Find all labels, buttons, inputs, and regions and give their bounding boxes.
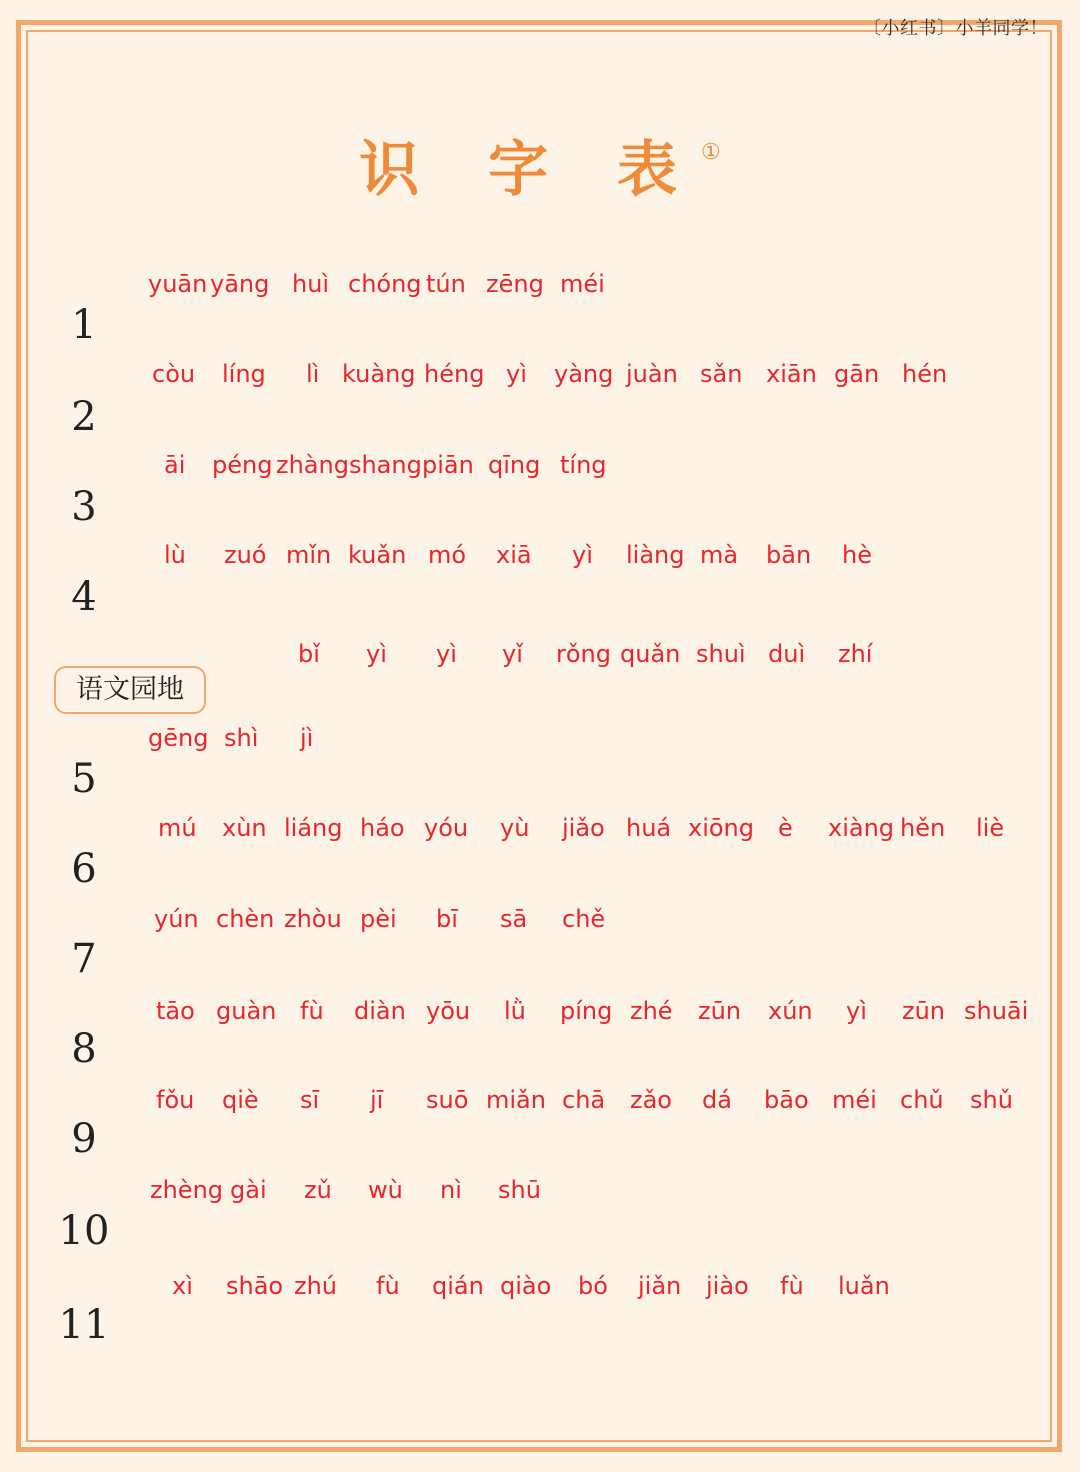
pinyin-syllable: yì — [506, 360, 527, 388]
pinyin-syllable: juàn — [626, 360, 678, 388]
pinyin-syllable: yóu — [424, 814, 469, 842]
pinyin-syllable: luǎn — [838, 1272, 890, 1300]
lesson-number: 5 — [71, 756, 97, 802]
pinyin-syllable: fǒu — [156, 1086, 195, 1114]
pinyin-syllable: gān — [834, 360, 880, 388]
pinyin-syllable: liàng — [626, 541, 685, 569]
pinyin-syllable: yǐ — [502, 640, 523, 668]
pinyin-syllable: chā — [562, 1086, 606, 1114]
pinyin-syllable: yì — [436, 640, 457, 668]
pinyin-syllable: bī — [436, 905, 458, 933]
pinyin-syllable: jiǎn — [638, 1272, 682, 1300]
pinyin-syllable: bó — [578, 1272, 608, 1300]
pinyin-syllable: quǎn — [620, 640, 681, 668]
lesson-number: 6 — [71, 846, 97, 892]
pinyin-syllable: zēng — [486, 270, 544, 298]
pinyin-syllable: yì — [846, 997, 867, 1025]
lesson-number: 7 — [71, 936, 97, 982]
pinyin-syllable: tíng — [560, 451, 607, 479]
pinyin-syllable: yāng — [210, 270, 270, 298]
pinyin-syllable: miǎn — [486, 1086, 546, 1114]
pinyin-syllable: zhé — [630, 997, 673, 1025]
pinyin-syllable: zhí — [838, 640, 873, 668]
pinyin-syllable: wù — [368, 1176, 403, 1204]
pinyin-syllable: hè — [842, 541, 872, 569]
pinyin-syllable: sā — [500, 905, 528, 933]
pinyin-syllable: gài — [230, 1176, 267, 1204]
pinyin-syllable: xiā — [496, 541, 532, 569]
pinyin-syllable: méi — [832, 1086, 877, 1114]
pinyin-syllable: bān — [766, 541, 812, 569]
pinyin-syllable: chèn — [216, 905, 275, 933]
pinyin-syllable: bǐ — [298, 640, 320, 668]
pinyin-syllable: yuān — [148, 270, 208, 298]
lesson-number: 1 — [71, 302, 97, 348]
pinyin-syllable: piān — [422, 451, 474, 479]
pinyin-syllable: pèi — [360, 905, 397, 933]
pinyin-syllable: shǔ — [970, 1086, 1013, 1114]
pinyin-syllable: mǐn — [286, 541, 332, 569]
pinyin-syllable: diàn — [354, 997, 406, 1025]
pinyin-syllable: zūn — [902, 997, 946, 1025]
pinyin-syllable: háo — [360, 814, 405, 842]
pinyin-syllable: chǔ — [900, 1086, 944, 1114]
pinyin-syllable: zǎo — [630, 1086, 672, 1114]
pinyin-syllable: méi — [560, 270, 605, 298]
lesson-number: 3 — [71, 484, 97, 530]
pinyin-syllable: mú — [158, 814, 197, 842]
pinyin-syllable: xì — [172, 1272, 193, 1300]
pinyin-syllable: xùn — [222, 814, 267, 842]
pinyin-syllable: qiào — [500, 1272, 552, 1300]
pinyin-syllable: héng — [424, 360, 485, 388]
pinyin-syllable: nì — [440, 1176, 462, 1204]
pinyin-syllable: zūn — [698, 997, 742, 1025]
pinyin-syllable: mó — [428, 541, 467, 569]
pinyin-syllable: yōu — [426, 997, 471, 1025]
pinyin-syllable: jī — [370, 1086, 384, 1114]
pinyin-syllable: āi — [164, 451, 186, 479]
pinyin-syllable: lì — [306, 360, 320, 388]
pinyin-syllable: huì — [292, 270, 330, 298]
pinyin-syllable: zǔ — [304, 1176, 332, 1204]
pinyin-syllable: sī — [300, 1086, 320, 1114]
pinyin-syllable: qiè — [222, 1086, 259, 1114]
pinyin-syllable: shì — [224, 724, 259, 752]
pinyin-syllable: fù — [300, 997, 324, 1025]
pinyin-syllable: shuāi — [964, 997, 1029, 1025]
lesson-number: 8 — [71, 1026, 97, 1072]
pinyin-syllable: xiōng — [688, 814, 754, 842]
pinyin-syllable: bāo — [764, 1086, 809, 1114]
pinyin-syllable: qīng — [488, 451, 541, 479]
watermark: 〔小红书〕小羊同学！ — [863, 18, 1048, 39]
pinyin-syllable: xiàng — [828, 814, 895, 842]
yuwen-garden-label: 语文园地 — [54, 666, 206, 714]
pinyin-syllable: chóng — [348, 270, 422, 298]
pinyin-syllable: lù — [164, 541, 186, 569]
pinyin-syllable: è — [778, 814, 793, 842]
pinyin-syllable: liáng — [284, 814, 343, 842]
pinyin-syllable: tún — [426, 270, 466, 298]
pinyin-syllable: kuàng — [342, 360, 416, 388]
pinyin-syllable: fù — [376, 1272, 400, 1300]
pinyin-syllable: sǎn — [700, 360, 743, 388]
pinyin-syllable: yàng — [554, 360, 614, 388]
pinyin-syllable: kuǎn — [348, 541, 407, 569]
lesson-number: 11 — [58, 1302, 110, 1348]
pinyin-syllable: píng — [560, 997, 613, 1025]
pinyin-syllable: hén — [902, 360, 948, 388]
pinyin-syllable: zhèng — [150, 1176, 224, 1204]
lesson-number: 9 — [71, 1116, 97, 1162]
pinyin-syllable: xún — [768, 997, 813, 1025]
pinyin-syllable: còu — [152, 360, 196, 388]
pinyin-syllable: zhàngshang — [276, 451, 422, 479]
pinyin-syllable: lǜ — [504, 997, 526, 1025]
pinyin-syllable: zhú — [294, 1272, 338, 1300]
pinyin-syllable: yì — [366, 640, 387, 668]
pinyin-syllable: shū — [498, 1176, 541, 1204]
page-title-text: 识 字 表 — [359, 135, 702, 205]
pinyin-syllable: fù — [780, 1272, 804, 1300]
pinyin-syllable: yì — [572, 541, 593, 569]
pinyin-syllable: gēng — [148, 724, 209, 752]
pinyin-syllable: zuó — [224, 541, 267, 569]
pinyin-syllable: tāo — [156, 997, 195, 1025]
pinyin-syllable: hěn — [900, 814, 946, 842]
pinyin-syllable: líng — [222, 360, 266, 388]
pinyin-syllable: qián — [432, 1272, 484, 1300]
pinyin-syllable: jiào — [706, 1272, 749, 1300]
pinyin-syllable: duì — [768, 640, 806, 668]
lesson-number: 2 — [71, 394, 97, 440]
pinyin-syllable: zhòu — [284, 905, 342, 933]
title-footnote-mark: ① — [701, 140, 721, 165]
pinyin-syllable: rǒng — [556, 640, 611, 668]
pinyin-syllable: guàn — [216, 997, 277, 1025]
pinyin-syllable: liè — [976, 814, 1005, 842]
page-title — [0, 122, 1080, 208]
pinyin-syllable: chě — [562, 905, 606, 933]
pinyin-syllable: xiān — [766, 360, 817, 388]
pinyin-syllable: jì — [300, 724, 314, 752]
pinyin-syllable: huá — [626, 814, 672, 842]
lesson-number: 4 — [71, 574, 97, 620]
pinyin-syllable: péng — [212, 451, 273, 479]
pinyin-syllable: yún — [154, 905, 199, 933]
pinyin-syllable: suō — [426, 1086, 469, 1114]
lesson-number: 10 — [58, 1208, 110, 1254]
pinyin-syllable: yù — [500, 814, 530, 842]
pinyin-syllable: dá — [702, 1086, 732, 1114]
pinyin-syllable: mà — [700, 541, 739, 569]
pinyin-syllable: jiǎo — [562, 814, 605, 842]
pinyin-syllable: shuì — [696, 640, 746, 668]
pinyin-syllable: shāo — [226, 1272, 284, 1300]
